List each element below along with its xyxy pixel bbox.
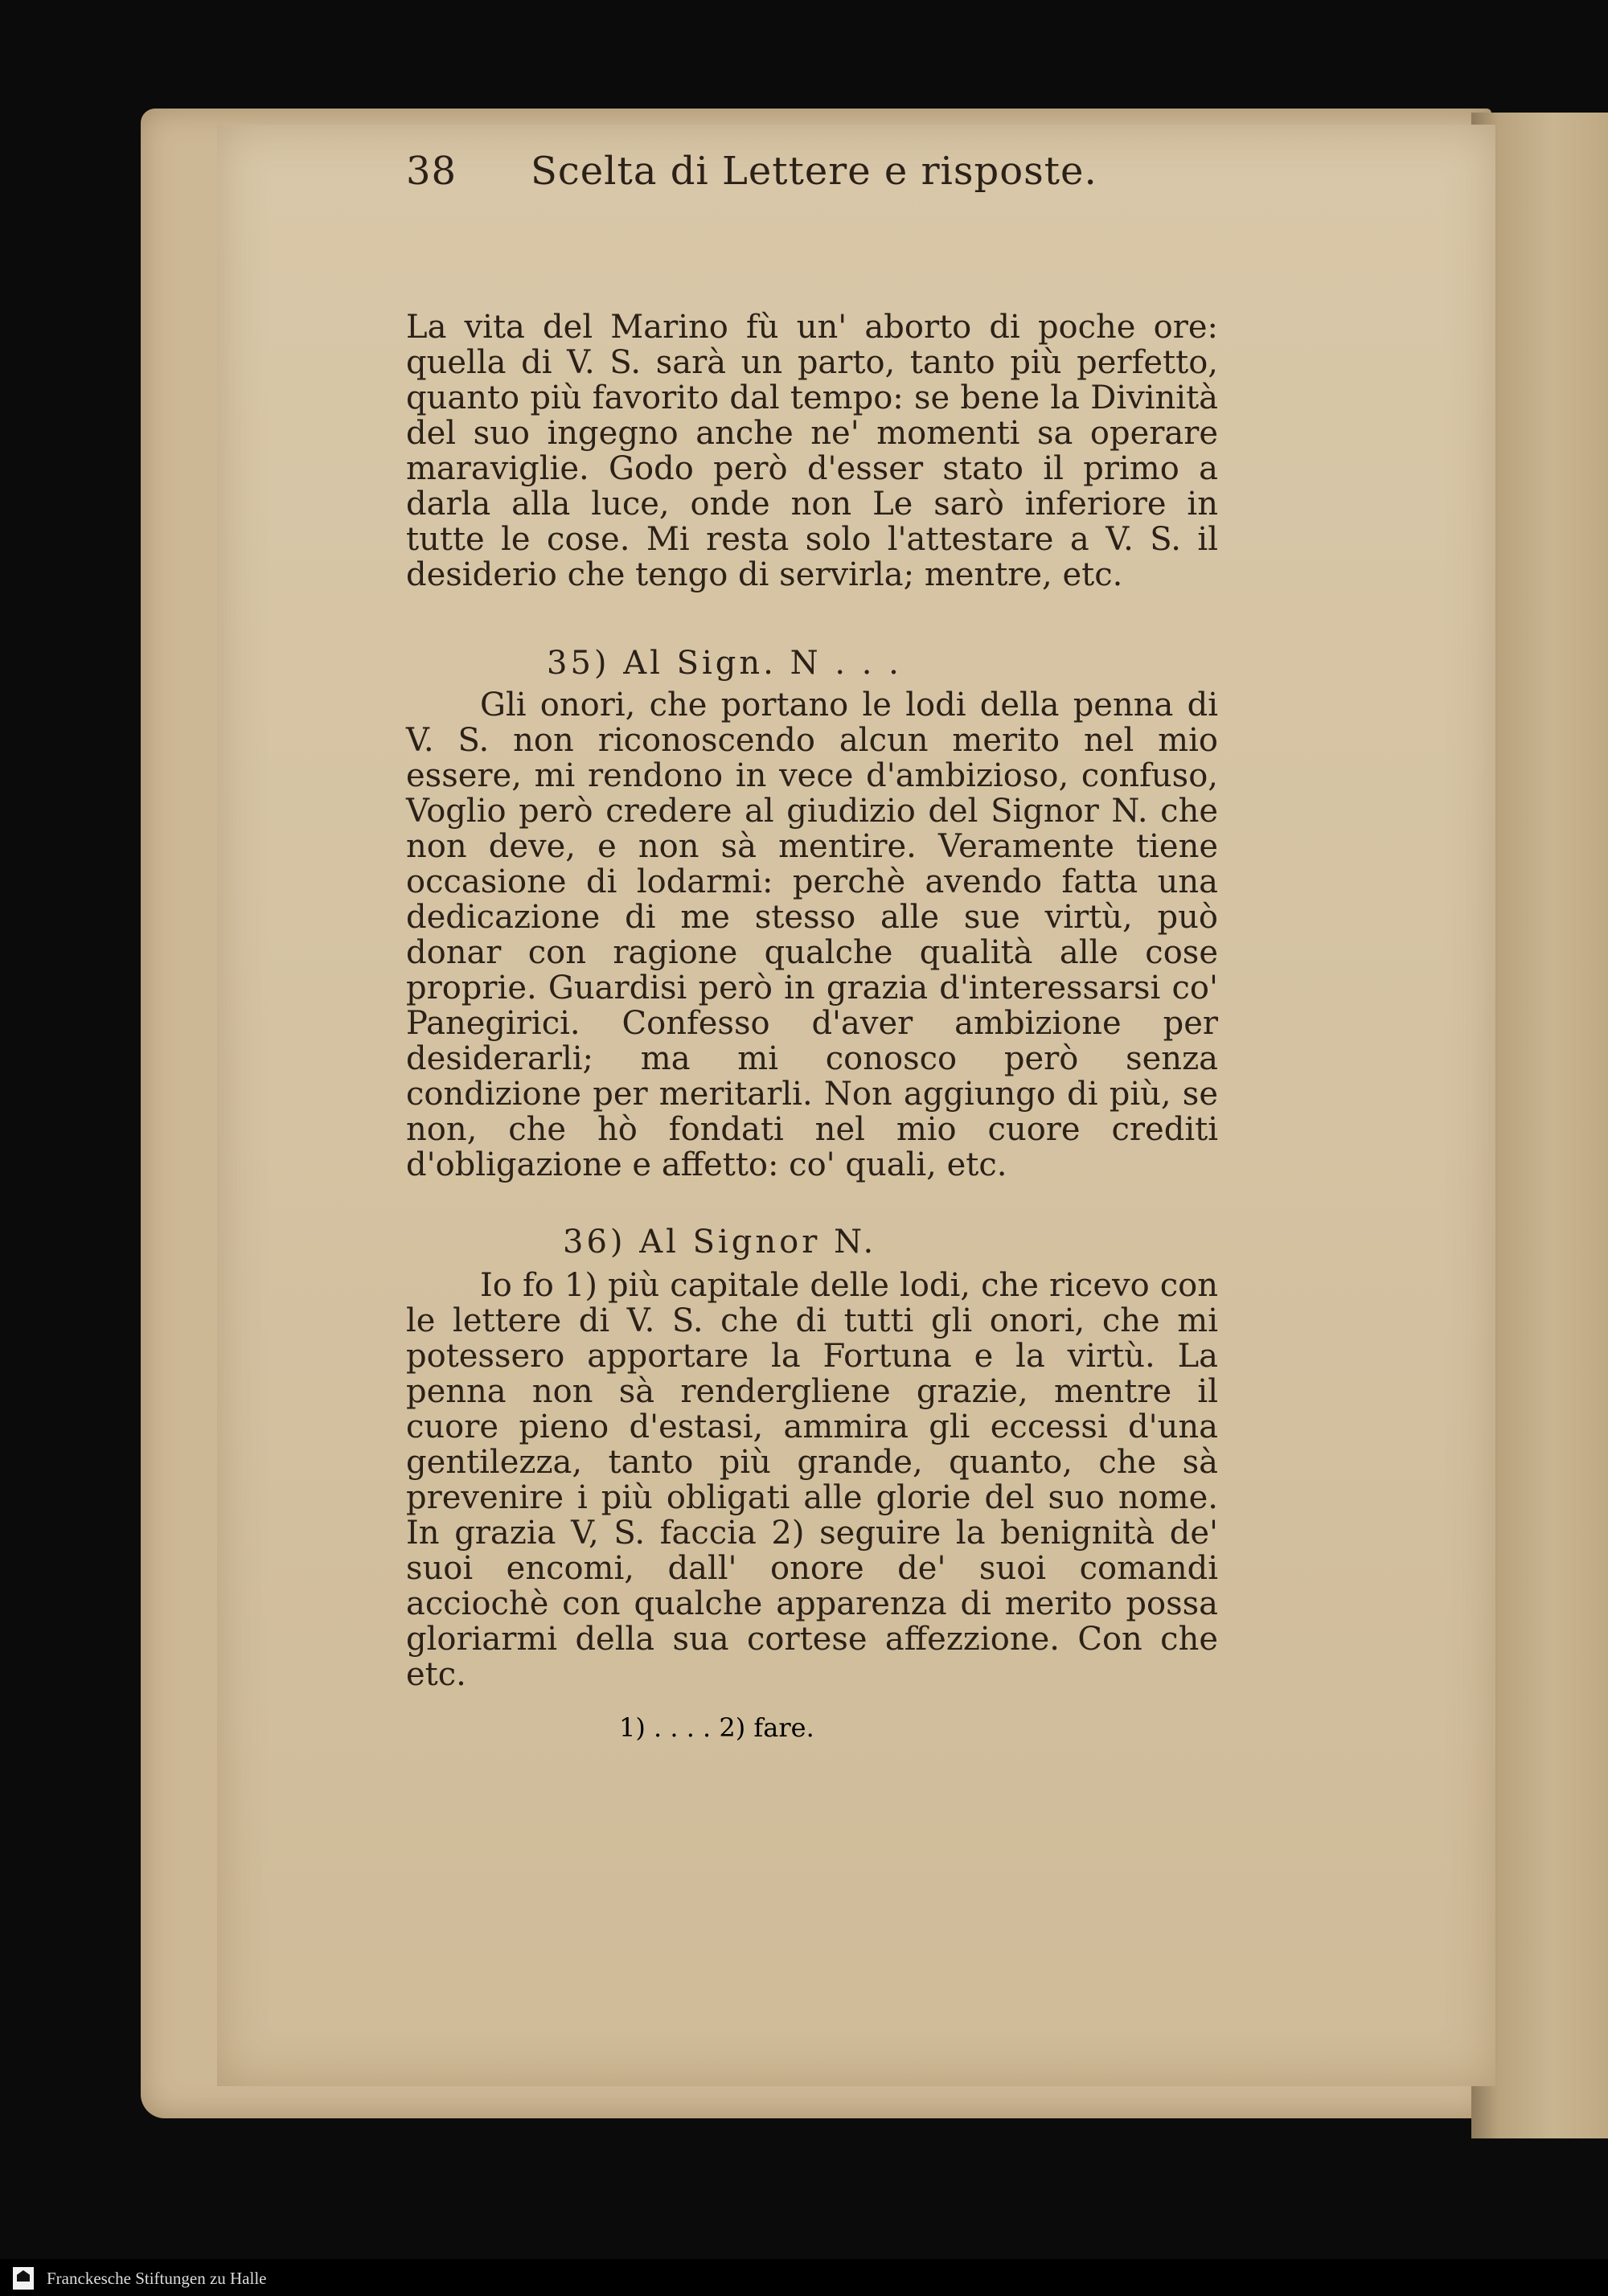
running-head — [406, 149, 1383, 221]
paragraph-continuation: La vita del Marino fù un' aborto di poche ore: quella di V. S. sarà un parto, tanto più perfetto, quanto più favorito dal tempo: se bene la Divinità del suo ingegno anche ne' momenti sa operare maraviglie. Godo però d'esser stato il primo a darla alla luce, onde non Le sarò inferiore in tutte le cose. Mi resta solo l'attestare a V. S. il desiderio che tengo di servirla; mentre, etc. — [406, 309, 1218, 593]
paragraph-letter-35-text: Gli onori, che portano le lodi della penna di V. S. non riconoscendo alcun merito nel mio essere, mi rendono in vece d'ambizioso, confuso, Voglio però credere al giudizio del Signor N. che non deve, e non sà mentire. Veramente tiene occasione di lodarmi: perchè avendo fatta una dedicazione di me stesso alle sue virtù, può donar con ragione qualche qualità alle cose proprie. Guardisi però in grazia d'interessarsi co' Panegirici. Confesso d'aver ambizione per desiderarli; ma mi conosco però senza condizione per meritarli. Non aggiungo di più, se non, che hò fondati nel mio cuore crediti d'obligazione e affetto: co' quali, etc. — [406, 687, 1218, 1183]
paragraph-letter-36 — [406, 1268, 1218, 1692]
institution-logo-icon — [13, 2267, 34, 2290]
paragraph-letter-35 — [406, 687, 1218, 1183]
footnote: 1) . . . . 2) fare. — [619, 1712, 814, 1743]
letter-heading-35: 35) Al Sign. N . . . — [547, 645, 902, 682]
letter-heading-36: 36) Al Signor N. — [563, 1224, 877, 1261]
running-title: Scelta di Lettere e risposte. — [531, 149, 1097, 194]
institution-name: Franckesche Stiftungen zu Halle — [47, 2269, 267, 2288]
footer-bar — [0, 2259, 1608, 2296]
page-number: 38 — [406, 149, 457, 194]
paragraph-letter-36-text: Io fo 1) più capitale delle lodi, che ricevo con le lettere di V. S. che di tutti gli onori, che mi potessero apportare la Fortuna e la virtù. La penna non sà rendergliene grazie, mentre il cuore pieno d'estasi, ammira gli eccessi d'una gentilezza, tanto più grande, quanto, che sà prevenire i più obligati alle glorie del suo nome. In grazia V, S. faccia 2) seguire la benignità de' suoi encomi, dall' onore de' suoi comandi acciochè con qualche apparenza di merito possa gloriarmi della sua cortese affezzione. Con che etc. — [406, 1267, 1218, 1693]
